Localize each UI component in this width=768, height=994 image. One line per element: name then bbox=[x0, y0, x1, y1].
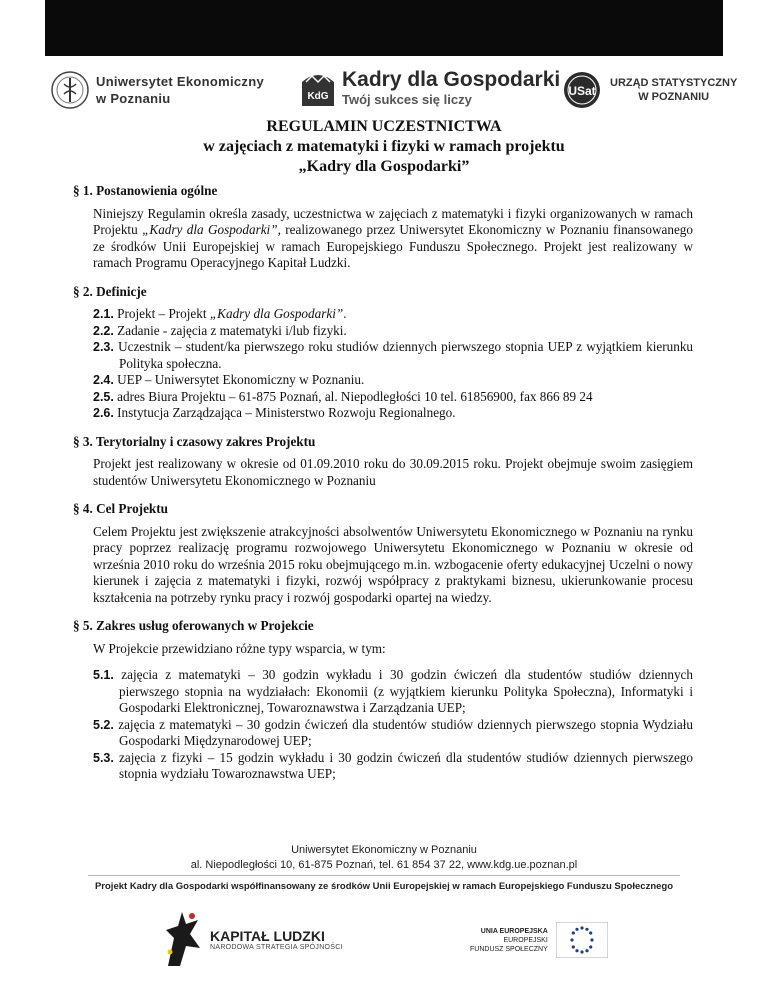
def-number: 2.6. bbox=[93, 406, 114, 420]
service-item bbox=[93, 717, 693, 750]
definition-item bbox=[93, 389, 693, 406]
s1-text-a: Niniejszy Regulamin określa zasady, uczestnictwa w zajęciach z matematyki i fizyki organizowanych w ramach Projektu bbox=[93, 205, 693, 237]
def-text: Instytucja Zarządzająca – Ministerstwo Rozwoju Regionalnego. bbox=[117, 405, 456, 420]
eu-line2: EUROPEJSKI bbox=[503, 936, 548, 944]
definitions-list bbox=[93, 306, 693, 422]
s1-project-name: „Kadry dla Gospodarki” bbox=[142, 222, 278, 237]
kapital-ludzki-subtitle: NARODOWA STRATEGIA SPÓJNOŚCI bbox=[210, 943, 343, 951]
title-line2: w zajęciach z matematyki i fizyki w ramach projektu bbox=[203, 138, 565, 155]
footer-address-line1: Uniwersytet Ekonomiczny w Poznaniu bbox=[291, 844, 477, 856]
definition-item bbox=[93, 339, 693, 372]
section-4-paragraph: Celem Projektu jest zwiększenie atrakcyjności absolwentów Uniwersytetu Ekonomicznego w Poznaniu na rynku pracy poprzez realizację programu rozwojowego Uniwersytetu Ekonomicznego w Poznaniu w okresie od września 2010 roku do września 2015 roku obejmującego m.in. wzbogacenie oferty edukacyjnej Uczelni o nowy kierunek i zajęcia z matematyki i fizyki, rozwój współpracy z praktykami biznesu, ukierunkowanie procesu kształcenia na potrzeby rynku pracy i rozwój gospodarki opartej na wiedzy. bbox=[93, 523, 693, 605]
section-2-heading: § 2. Definicje bbox=[73, 283, 147, 299]
document-title bbox=[0, 117, 768, 177]
document-body bbox=[73, 183, 694, 783]
section-5-intro: W Projekcie przewidziano różne typy wsparcia, w tym: bbox=[93, 640, 386, 656]
def-text: Zadanie - zajęcia z matematyki i/lub fizyki. bbox=[117, 322, 347, 338]
eu-line3: FUNDUSZ SPOŁECZNY bbox=[470, 945, 548, 953]
def-text: Projekt – Projekt bbox=[117, 306, 210, 321]
footer-divider bbox=[88, 875, 680, 876]
services-list bbox=[93, 667, 693, 783]
us-name-line2: W POZNANIU bbox=[638, 91, 710, 103]
ue-logo bbox=[50, 70, 264, 110]
kdg-subtitle: Twój sukces się liczy bbox=[342, 92, 472, 107]
def-number: 2.3. bbox=[93, 340, 114, 354]
definition-item bbox=[93, 405, 693, 422]
section-3-heading: § 3. Terytorialny i czasowy zakres Projektu bbox=[73, 433, 316, 449]
us-logo bbox=[560, 70, 737, 110]
top-black-bar bbox=[45, 0, 723, 56]
kapital-ludzki-emblem-icon bbox=[162, 908, 204, 970]
def-text: UEP – Uniwersytet Ekonomiczny w Poznaniu. bbox=[117, 372, 365, 387]
service-item bbox=[93, 667, 693, 717]
def-number: 2.4. bbox=[93, 373, 114, 387]
kapital-ludzki-logo bbox=[162, 908, 343, 970]
service-number: 5.1. bbox=[93, 668, 114, 682]
section-1-heading: § 1. Postanowienia ogólne bbox=[73, 183, 218, 198]
kapital-ludzki-title: KAPITAŁ LUDZKI bbox=[210, 927, 325, 944]
def-text: adres Biura Projektu – 61-875 Poznań, al. Niepodległości 10 tel. 61856900, fax 866 89 24 bbox=[117, 388, 593, 404]
us-name-line1: URZĄD STATYSTYCZNY bbox=[610, 77, 738, 89]
ue-emblem-icon bbox=[50, 70, 90, 110]
service-text: zajęcia z fizyki – 15 godzin wykładu i 30 godzin ćwiczeń dla studentów studiów dziennych pierwszego stopnia wydziału Towaroznawstwa UEP; bbox=[119, 749, 693, 781]
section-3-paragraph: Projekt jest realizowany w okresie od 01.09.2010 roku do 30.09.2015 roku. Projekt obejmuje swoim zasięgiem studentów Uniwersytetu Ekonomicznego w Poznaniu bbox=[93, 456, 693, 488]
def-number: 2.1. bbox=[93, 307, 114, 321]
section-1-paragraph bbox=[93, 206, 693, 272]
service-number: 5.2. bbox=[93, 717, 114, 732]
def-number: 2.2. bbox=[93, 323, 114, 338]
section-4-heading: § 4. Cel Projektu bbox=[73, 501, 168, 516]
service-text: zajęcia z matematyki – 30 godzin ćwiczeń dla studentów studiów dziennych pierwszego stopnia Wydziału Gospodarki Międzynarodowej UEP; bbox=[118, 716, 694, 748]
eu-logo bbox=[470, 922, 608, 958]
kdg-emblem-icon bbox=[300, 68, 336, 108]
footer-funding-note: Projekt Kadry dla Gospodarki współfinansowany ze środków Unii Europejskiej w ramach Europejskiego Funduszu Społecznego bbox=[94, 881, 674, 892]
eu-line1: UNIA EUROPEJSKA bbox=[480, 927, 548, 935]
footer-address bbox=[0, 843, 768, 873]
definition-item bbox=[93, 372, 693, 389]
ue-name-line1: Uniwersytet Ekonomiczny bbox=[96, 74, 264, 89]
service-text: zajęcia z matematyki – 30 godzin wykładu i 30 godzin ćwiczeń dla studentów studiów dziennych pierwszego stopnia na wydziałach: Ekonomii (z wyjątkiem kierunku Polityka Społeczna), Informatyki i Gospodarki Elektronicznej, Towaroznawstwa i Zarządzania UEP; bbox=[119, 667, 694, 715]
def-text-end: . bbox=[343, 306, 347, 321]
us-badge-text: USat bbox=[568, 84, 596, 98]
s1-text-b: , realizowanego przez Uniwersytet Ekonomiczny w Poznaniu finansowanego ze środków Unii Europejskiej w ramach Europejskiego Funduszu Społecznego. Projekt jest realizowany w ramach Programu Operacyjnego Kapitał Ludzki. bbox=[93, 222, 693, 270]
eu-flag-icon bbox=[556, 922, 608, 958]
def-number: 2.5. bbox=[93, 389, 114, 404]
kdg-logo bbox=[300, 68, 560, 108]
kdg-badge-text: KdG bbox=[307, 91, 329, 102]
ue-name-line2: w Poznaniu bbox=[96, 91, 171, 106]
definition-item bbox=[93, 323, 693, 340]
us-emblem-icon bbox=[560, 70, 604, 110]
service-item bbox=[93, 750, 693, 783]
service-number: 5.3. bbox=[93, 750, 114, 765]
title-line1: REGULAMIN UCZESTNICTWA bbox=[266, 118, 502, 135]
definition-item bbox=[93, 306, 693, 323]
def-text: Uczestnik – student/ka pierwszego roku studiów dziennych pierwszego stopnia UEP z wyjątkiem kierunku Polityka społeczna. bbox=[118, 339, 694, 371]
def-project-name: „Kadry dla Gospodarki” bbox=[209, 306, 344, 321]
footer-address-line2: al. Niepodległości 10, 61-875 Poznań, tel. 61 854 37 22, www.kdg.ue.poznan.pl bbox=[190, 859, 578, 871]
title-line3: „Kadry dla Gospodarki” bbox=[298, 158, 470, 175]
section-5-heading: § 5. Zakres usług oferowanych w Projekcie bbox=[73, 618, 314, 633]
kdg-title: Kadry dla Gospodarki bbox=[342, 68, 561, 91]
